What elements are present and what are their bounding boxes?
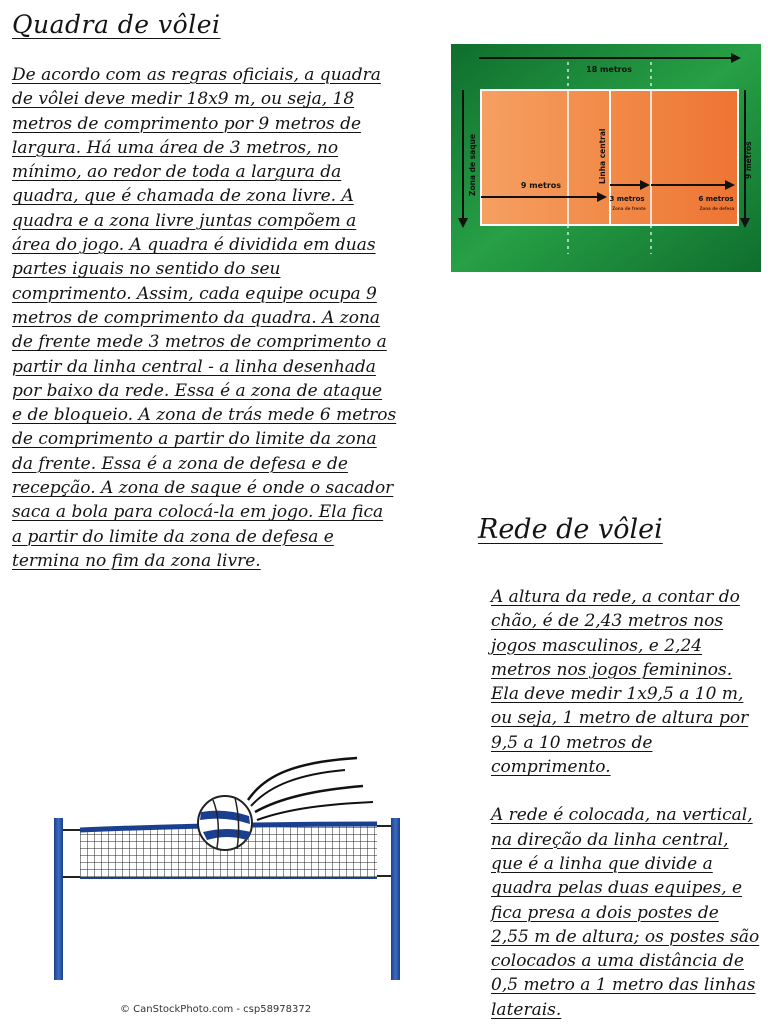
back-zone-label: 6 metros xyxy=(698,195,734,203)
net-title: Rede de vôlei xyxy=(478,514,663,545)
service-zone-label: Zona de saque xyxy=(468,134,477,196)
front-zone-label: 3 metros xyxy=(609,195,645,203)
net-illustration xyxy=(45,750,415,990)
length-label: 18 metros xyxy=(586,65,632,74)
center-line-label: Linha central xyxy=(598,128,607,184)
image-credit: © CanStockPhoto.com - csp58978372 xyxy=(120,1004,312,1015)
court-title: Quadra de vôlei xyxy=(12,10,221,39)
width-label: 9 metros xyxy=(744,141,753,179)
left-post xyxy=(54,818,63,980)
right-post xyxy=(391,818,400,980)
back-zone-caption: Zona de defesa xyxy=(699,206,735,211)
net-description xyxy=(491,585,761,1022)
front-zone-caption: Zona de frente xyxy=(612,206,646,211)
court-diagram xyxy=(451,44,761,272)
court-description: De acordo com as regras oficiais, a quadra de vôlei deve medir 18x9 m, ou seja, 18 metros de comprimento por 9 metros de largura. Há uma área de 3 metros, no mínimo, ao redor de toda a largura da quadra, que é chamada de zona livre. A quadra e a zona livre juntas compõem a área do jogo. A quadra é dividida em duas partes iguais no sentido do seu comprimento. Assim, cada equipe ocupa 9 metros de comprimento da quadra. A zona de frente mede 3 metros de comprimento a partir da linha central - a linha desenhada por baixo da rede. Essa é a zona de ataque e de bloqueio. A zona de trás mede 6 metros de comprimento a partir do limite da zona da frente. Essa é a zona de defesa e de recepção. A zona de saque é onde o sacador saca a bola para colocá-la em jogo. Ela fica a partir do limite da zona de defesa e termina no fim da zona livre. xyxy=(12,65,397,571)
half-label: 9 metros xyxy=(520,181,562,190)
net-paragraph-2: A rede é colocada, na vertical, na direção da linha central, que é a linha que divide a quadra pelas duas equipes, e fica presa a dois postes de 2,55 m de altura; os postes são colocados a uma distância de 0,5 metro a 1 metro das linhas laterais. xyxy=(491,805,760,1020)
net-paragraph-1: A altura da rede, a contar do chão, é de 2,43 metros nos jogos masculinos, e 2,24 metros nos jogos femininos. Ela deve medir 1x9,5 a 10 m, ou seja, 1 metro de altura por 9,5 a 10 metros de comprimento. xyxy=(491,587,749,778)
volleyball-icon xyxy=(198,796,252,850)
